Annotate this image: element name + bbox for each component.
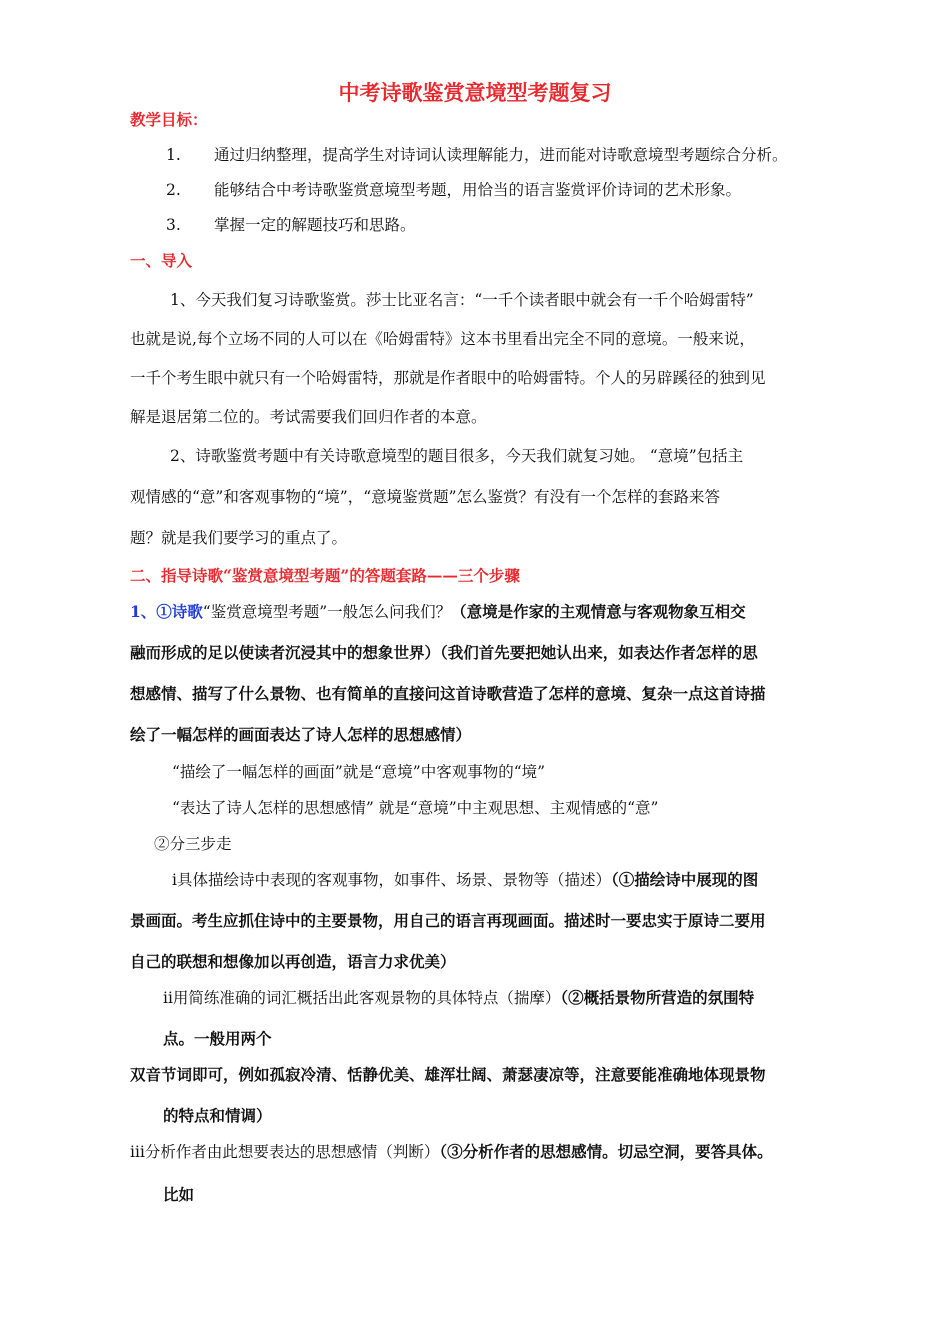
note-scene: “描绘了一幅怎样的画面”就是“意境”中客观事物的“境” [172, 763, 546, 781]
question-bold: （意境是作家的主观情意与客观物象互相交 [451, 602, 746, 621]
question-prefix: 1、①诗歌 [130, 602, 203, 621]
intro-p1-line: 也就是说,每个立场不同的人可以在《哈姆雷特》这本书里看出完全不同的意境。一般来说， [130, 330, 755, 348]
page-title: 中考诗歌鉴赏意境型考题复习 [338, 80, 612, 105]
step1-bold: （①描绘诗中展现的图 [610, 870, 759, 889]
intro-p1-line: 解是退居第二位的。考试需要我们回归作者的本意。 [130, 408, 487, 426]
section1-heading: 一、导入 [130, 251, 193, 270]
goal-item-3 [166, 215, 416, 235]
step1-line [172, 870, 758, 890]
step3-text: ⅲ分析作者由此想要表达的思想感情（判断） [130, 1143, 440, 1161]
definition-line: 绘了一幅怎样的画面表达了诗人怎样的思想感情） [130, 725, 472, 744]
intro-p2-line: 题？就是我们要学习的重点了。 [130, 529, 348, 547]
intro-p2-line: 2、诗歌鉴赏考题中有关诗歌意境型的题目很多，今天我们就复习她。 “意境”包括主 [170, 447, 744, 465]
step2-line [163, 988, 754, 1008]
question-text: “鉴赏意境型考题”一般怎么问我们？ [202, 603, 452, 621]
goal-text: 掌握一定的解题技巧和思路。 [214, 216, 416, 234]
question-line [130, 602, 746, 622]
goal-number: 3. [166, 216, 181, 234]
goal-item-1 [166, 145, 788, 165]
section2-heading: 二、指导诗歌“鉴赏意境型考题”的答题套路——三个步骤 [130, 566, 520, 585]
step3-line [130, 1142, 773, 1162]
steps-label: ②分三步走 [154, 835, 232, 853]
step1-bold-line: 景画面。考生应抓住诗中的主要景物，用自己的语言再现画面。描述时一要忠实于原诗二要用 [130, 911, 766, 930]
intro-p1-line: 一千个考生眼中就只有一个哈姆雷特，那就是作者眼中的哈姆雷特。个人的另辟蹊径的独到见 [130, 369, 766, 387]
definition-line: 融而形成的足以使读者沉浸其中的想象世界）（我们首先要把她认出来，如表达作者怎样的思 [130, 643, 758, 662]
step1-bold-line: 自己的联想和想像加以再创造，语言力求优美） [130, 952, 456, 971]
step3-bold: （③分析作者的思想感情。切忌空洞，要答具体。 [439, 1142, 773, 1161]
definition-line: 想感情、描写了什么景物、也有简单的直接问这首诗歌营造了怎样的意境、复杂一点这首诗描 [130, 684, 766, 703]
step2-bold: （②概括景物所营造的氛围特 [560, 988, 755, 1007]
intro-p1-line: 1、今天我们复习诗歌鉴赏。莎士比亚名言：“一千个读者眼中就会有一千个哈姆雷特” [170, 291, 754, 309]
goal-text: 通过归纳整理，提高学生对诗词认读理解能力，进而能对诗歌意境型考题综合分析。 [214, 146, 788, 164]
step3-bold-line: 比如 [163, 1185, 195, 1204]
step2-text: ⅱ用简练准确的词汇概括出此客观景物的具体特点（揣摩） [163, 989, 561, 1007]
step2-bold-line: 的特点和情调） [163, 1106, 272, 1125]
step2-bold-line: 双音节词即可，例如孤寂冷清、恬静优美、雄浑壮阔、萧瑟凄凉等，注意要能准确地体现景物 [130, 1065, 766, 1084]
step1-text: ⅰ具体描绘诗中表现的客观事物，如事件、场景、景物等（描述） [172, 871, 611, 889]
goal-item-2 [166, 180, 741, 200]
goal-text: 能够结合中考诗歌鉴赏意境型考题，用恰当的语言鉴赏评价诗词的艺术形象。 [214, 181, 742, 199]
step2-bold-line: 点。一般用两个 [163, 1029, 272, 1048]
goal-number: 2. [166, 181, 181, 199]
goal-number: 1. [166, 146, 181, 164]
note-feeling: “表达了诗人怎样的思想感情” 就是“意境”中主观思想、主观情感的“意” [172, 799, 659, 817]
goals-heading: 教学目标： [130, 110, 208, 129]
intro-p2-line: 观情感的“意”和客观事物的“境”，“意境鉴赏题”怎么鉴赏？有没有一个怎样的套路来答 [130, 488, 721, 506]
